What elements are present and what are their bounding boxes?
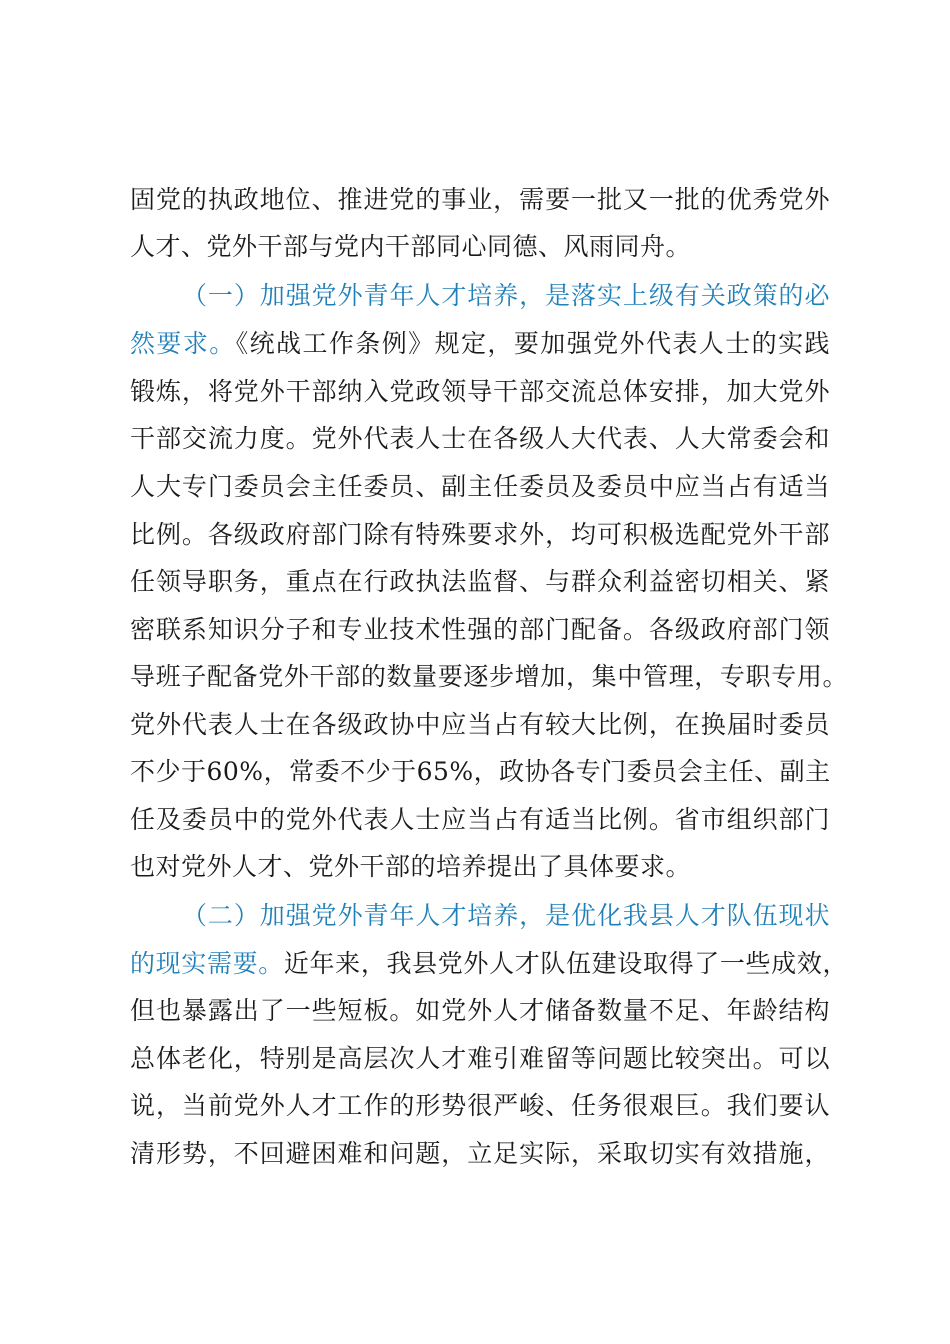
body-text: 锻炼，将党外干部纳入党政领导干部交流总体安排，加大党外 (130, 377, 830, 406)
paragraph-line (130, 232, 830, 262)
paragraph-line (130, 757, 830, 787)
body-text: 但也暴露出了一些短板。如党外人才储备数量不足、年龄结构 (130, 996, 830, 1025)
paragraph-line (130, 472, 830, 502)
paragraph-line (130, 852, 830, 882)
section-heading-1-cont: 然要求。 (130, 329, 236, 358)
body-text: 人大专门委员会主任委员、副主任委员及委员中应当占有适当 (130, 472, 830, 501)
body-text: 党外代表人士在各级政协中应当占有较大比例，在换届时委员 (130, 710, 830, 739)
paragraph-line (130, 424, 830, 454)
section-heading-line (182, 281, 830, 311)
paragraph-line (130, 520, 830, 550)
body-text: 任领导职务，重点在行政执法监督、与群众利益密切相关、紧 (130, 567, 830, 596)
body-text: 近年来，我县党外人才队伍建设取得了一些成效， (283, 949, 848, 978)
paragraph-line (130, 1091, 830, 1121)
body-text: 导班子配备党外干部的数量要逐步增加，集中管理，专职专用。 (130, 662, 848, 691)
paragraph-line (130, 805, 830, 835)
body-text: 人才、党外干部与党内干部同心同德、风雨同舟。 (130, 232, 692, 261)
section-heading-2: （二）加强党外青年人才培养，是优化我县人才队伍现状 (182, 901, 830, 930)
body-text: 比例。各级政府部门除有特殊要求外，均可积极选配党外干部 (130, 520, 830, 549)
body-text: 固党的执政地位、推进党的事业，需要一批又一批的优秀党外 (130, 185, 830, 214)
paragraph-line (130, 996, 830, 1026)
paragraph-line (130, 949, 848, 979)
section-heading-line (182, 901, 830, 931)
paragraph-line (130, 615, 830, 645)
body-text: 干部交流力度。党外代表人士在各级人大代表、人大常委会和 (130, 424, 830, 453)
paragraph-line (130, 377, 830, 407)
paragraph-line (130, 185, 830, 215)
body-text: 不少于60%，常委不少于65%，政协各专门委员会主任、副主 (130, 757, 831, 786)
section-heading-2-cont: 的现实需要。 (130, 949, 284, 978)
paragraph-line (130, 329, 830, 359)
paragraph-line (130, 1044, 830, 1074)
section-heading-1: （一）加强党外青年人才培养，是落实上级有关政策的必 (182, 281, 830, 310)
body-text: 说，当前党外人才工作的形势很严峻、任务很艰巨。我们要认 (130, 1091, 830, 1120)
paragraph-line (130, 662, 848, 692)
body-text: 总体老化，特别是高层次人才难引难留等问题比较突出。可以 (130, 1044, 830, 1073)
body-text: 也对党外人才、党外干部的培养提出了具体要求。 (130, 852, 692, 881)
paragraph-line (130, 1139, 830, 1169)
paragraph-line (130, 710, 830, 740)
body-text: 清形势，不回避困难和问题，立足实际，采取切实有效措施， (130, 1139, 830, 1168)
body-text: 任及委员中的党外代表人士应当占有适当比例。省市组织部门 (130, 805, 830, 834)
body-text: 密联系知识分子和专业技术性强的部门配备。各级政府部门领 (130, 615, 830, 644)
body-text: 《统战工作条例》规定，要加强党外代表人士的实践 (235, 329, 830, 358)
paragraph-line (130, 567, 830, 597)
